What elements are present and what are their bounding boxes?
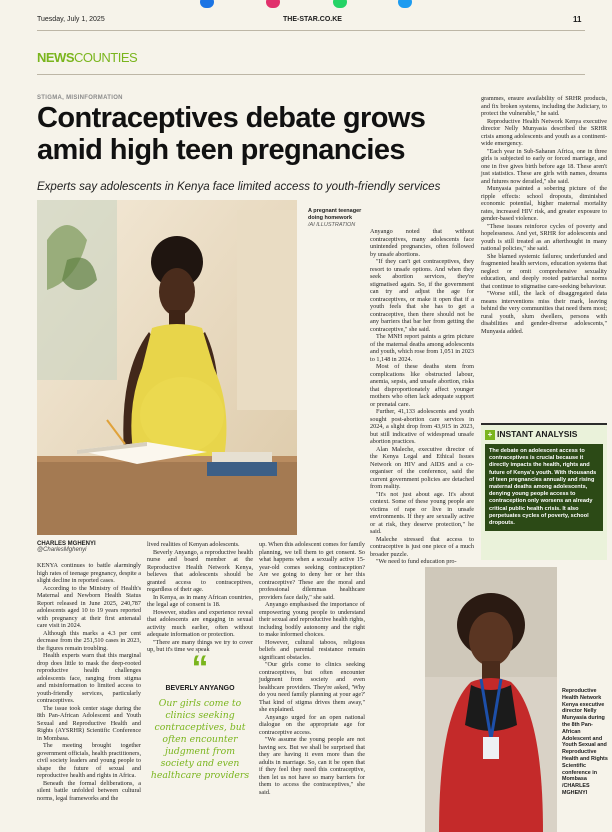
paragraph: Anyango emphasised the importance of empowering young people to understand their sexual and reproductive health rights, including bodily autonomy and the right to make informed choices. — [259, 601, 365, 638]
instant-analysis-title: INSTANT ANALYSIS — [497, 429, 578, 439]
header-rule — [37, 30, 585, 31]
photo-caption-text: A pregnant teenager doing homework — [308, 208, 362, 221]
paragraph: Maleche stressed that access to contraceptive is just one piece of a much broader puzzle. — [370, 535, 474, 558]
byline — [37, 541, 101, 553]
nelly-munyasia-portrait — [425, 567, 557, 832]
paragraph: "These issues reinforce cycles of poverty and hopelessness. And yet, SRHR for adolescents and youth is still treated as an afterthought in many national policies," she said. — [481, 222, 607, 252]
pull-quote — [147, 649, 253, 782]
pull-quote-text: Our girls come to clinics seeking contraceptives, but often encounter judgment from society and even healthcare providers — [150, 698, 250, 781]
instant-analysis-box — [481, 423, 607, 560]
page-header — [0, 14, 612, 26]
paragraph: "There are many things we try to cover up, but it's time we speak — [147, 638, 253, 653]
paragraph: Anyango noted that without contraceptives, many adolescents face unintended pregnancies, often followed by unsafe abortions. — [370, 228, 474, 258]
paragraph: The issue took center stage during the 8th Pan-African Adolescent and Youth Sexual and Reproductive Health and Rights (AYSRHR) Scientific Conference in Mombasa. — [37, 704, 141, 742]
paragraph: grammes, ensure availability of SRHR products, and fix broken systems, including the Judiciary, to protect the vulnerable," he said. — [481, 95, 607, 117]
section-counties: COUNTIES — [74, 50, 138, 65]
pregnant-teen-illustration — [37, 200, 297, 535]
page-number: 11 — [573, 15, 582, 24]
paragraph: "It's not just about age. It's about context. Some of these young people are victims of rape or live in unsafe environments. If they are sexually active or at risk, they deserve protection," he said. — [370, 490, 474, 535]
kicker: STIGMA, MISINFORMATION — [37, 95, 123, 101]
pull-quote-name: BEVERLY ANYANGO — [165, 685, 235, 692]
main-photo — [37, 200, 297, 535]
section-news: NEWS — [37, 50, 74, 65]
paragraph: "If they can't get contraceptives, they resort to unsafe options. And when they seek abortion services, they're stigmatised again. So, if the government can try and adjust the age for contraceptives, or make it open that if a youth feels that she has to get a contraceptive, then there should not be any barriers that bar her from getting the contraceptive," she said. — [370, 258, 474, 333]
photo-caption — [308, 208, 364, 229]
social-icons — [0, 0, 612, 10]
paragraph: lived realities of Kenyan adolescents. — [147, 541, 240, 548]
section-label — [37, 50, 137, 65]
paragraph: The meeting brought together government officials, health practitioners, civil society leaders and young people to shape the future of sexual and reproductive health and rights in Africa. — [37, 742, 141, 779]
plus-icon: + — [485, 430, 495, 440]
issue-date: Tuesday, July 1, 2025 — [37, 16, 105, 23]
paragraph: According to the Ministry of Health's Maternal and Newborn Health Status Report released in June 2025, 240,787 adolescents aged 10 to 19 years reported with pregnancy at their first antenatal care visit in 2024. — [37, 584, 141, 629]
paragraph: Health experts warn that this marginal drop does little to mask the deep-rooted reproductive health challenges adolescents face, ranging from stigma and misinformation to limited access to youth-friendly services, particularly contraceptives. — [37, 652, 141, 704]
paragraph: Munyasia painted a sobering picture of the ripple effects: school dropouts, diminished economic potential, higher maternal mortality rates, increased HIV risk, and greater exposure to gender-based violence. — [481, 185, 607, 222]
site-name[interactable]: THE-STAR.CO.KE — [283, 16, 342, 23]
paragraph: Further, 41,133 adolescents and youth sought post-abortion care services in 2024, a slight drop from 43,915 in 2023, but still indicative of widespread unsafe abortion practices. — [370, 408, 474, 445]
paragraph: Beverly Anyango, a reproductive health nurse and board member at the Reproductive Health Network Kenya, believes that adolescents should be granted access to contraceptives, regardless of their age. — [147, 548, 253, 593]
byline-name: CHARLES MGHENYI — [37, 541, 96, 547]
paragraph: "We need to fund education pro- — [376, 558, 457, 565]
facebook-icon[interactable] — [200, 0, 214, 8]
paragraph: "Our girls come to clinics seeking contraceptives, but often encounter judgment from society and even healthcare providers. They're asked, 'Why do you need family planning at your age?' That kind of stigma drives them away," she explained. — [259, 661, 365, 713]
article-column-3 — [259, 541, 365, 796]
instant-analysis-text: The debate on adolescent access to contraceptives is crucial because it directly impacts the health, rights and future of Kenya's youth. With thousands of teen pregnancies annually and rising maternal deaths among adolescents, denying young people access to contraception only worsens an already critical public health crisis. It also perpetuates cycles of poverty, school dropouts. — [485, 444, 603, 531]
paragraph: However, cultural taboos, religious beliefs and parental resistance remain significant obstacles. — [259, 638, 365, 661]
paragraph: KENYA continues to battle alarmingly high rates of teenage pregnancy, despite a slight decline in reported cases. — [37, 562, 141, 584]
paragraph: "Each year in Sub-Saharan Africa, one in three girls is subjected to early or forced marriage, and one in five gives birth before age 18. These aren't just statistics. These are girls with names, dreams and futures now derailed," she said. — [481, 147, 607, 185]
paragraph: Beneath the formal deliberations, a silent battle unfolded between cultural norms, legal frameworks and the — [37, 779, 141, 802]
portrait-caption: Reproductive Health Network Kenya executive director Nelly Munyasia during the 8th Pan-African Adolescent and Youth Sexual and Reproductive Health and Rights Scientific conference in Mombasa /CHARLES MGHENYI — [562, 688, 608, 796]
paragraph: Alan Maleche, executive director of the Kenya Legal and Ethical Issues Network on HIV and AIDS and a co-organiser of the conference, said the current government policies are detached from reality. — [370, 445, 474, 490]
byline-handle[interactable]: @CharlesMghenyi — [37, 547, 87, 553]
standfirst: Experts say adolescents in Kenya face limited access to youth-friendly services — [37, 181, 441, 193]
paragraph: "We assume the young people are not having sex. But we shall be surprised that they are having it even more than the adults in marriage. So, can it be open that if they feel they need this contraceptive, then let us not have so many barriers for them to access the contraceptives," she said. — [259, 736, 365, 796]
portrait-photo — [425, 567, 557, 832]
article-column-5 — [481, 95, 607, 335]
whatsapp-icon[interactable] — [333, 0, 347, 8]
paragraph: up. When this adolescent comes for family planning, we tell them to get consent. So what happens when a sexually active 15-year-old comes seeking contraception? Are we going to deny her or her this contraceptive? These are the moral and professional dilemmas healthcare providers face daily," she said. — [259, 541, 365, 601]
instant-analysis-header — [481, 425, 607, 444]
article-column-2 — [147, 541, 253, 654]
quote-mark-icon: “ — [191, 649, 209, 687]
paragraph: She blamed systemic failures; underfunded and fragmented health services, education systems that neglect or omit comprehensive sexuality education, and deeply rooted patriarchal norms that continue to stigmatise care-seeking behaviour. — [481, 252, 607, 290]
section-rule — [37, 74, 585, 75]
paragraph: Most of these deaths stem from complications like obstructed labour, anemia, sepsis, and unsafe abortion, risks that disproportionately affect younger mothers who often lack adequate support or prenatal care. — [370, 363, 474, 408]
paragraph: "Worse still, the lack of disaggregated data means interventions miss their mark, leaving behind the very communities that need them most; rural youth, slum dwellers, persons with disabilities and gender-diverse adolescents," Munyasia added. — [481, 290, 607, 335]
paragraph: However, studies and experience reveal that adolescents are engaging in sexual activity much earlier, often without adequate information or protection. — [147, 608, 253, 638]
instagram-icon[interactable] — [266, 0, 280, 8]
twitter-icon[interactable] — [398, 0, 412, 8]
paragraph: Anyango urged for an open national dialogue on the appropriate age for contraceptive access. — [259, 713, 365, 736]
article-column-4 — [370, 228, 474, 566]
paragraph: In Kenya, as in many African countries, the legal age of consent is 18. — [147, 593, 253, 608]
paragraph: Reproductive Health Network Kenya executive director Nelly Munyasia described the SRHR crisis among adolescents and youth as a continent-wide emergency. — [481, 117, 607, 147]
paragraph: The MNH report paints a grim picture of the maternal deaths among adolescents and youth, which rose from 1,051 in 2023 to 1,148 in 2024. — [370, 333, 474, 363]
paragraph: Although this marks a 4.3 per cent decrease from the 251,510 cases in 2023, the figures remain troubling. — [37, 629, 141, 652]
article-column-1 — [37, 562, 141, 802]
photo-credit: /AI ILLUSTRATION — [308, 222, 356, 228]
headline: Contraceptives debate grows amid high teen pregnancies — [37, 102, 426, 166]
